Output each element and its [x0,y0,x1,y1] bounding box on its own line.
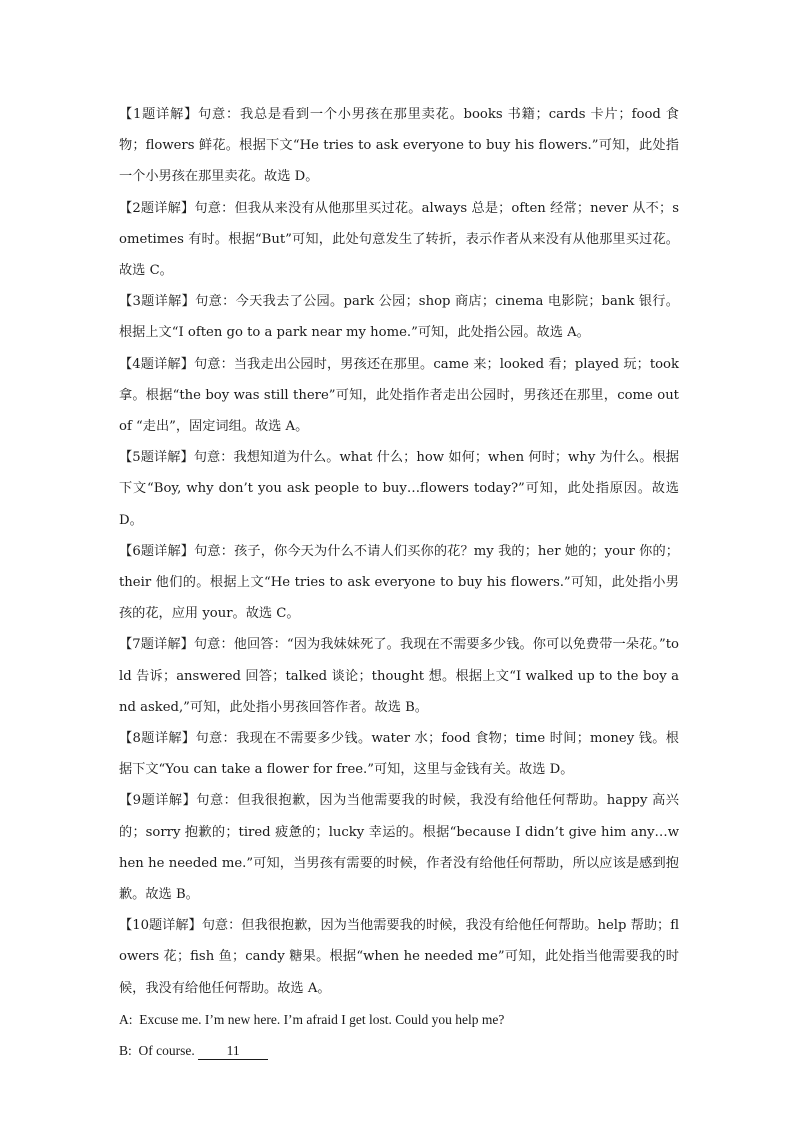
document-page [119,99,679,1066]
explanation-10: 【10题详解】句意：但我很抱歉，因为当他需要我的时候，我没有给他任何帮助。help 帮助；flowers 花；fish 鱼；candy 糖果。根据“when he needed me”可知，此处指当他需要我的时候，我没有给他任何帮助。故选 A。 [119,918,679,996]
explanation-1: 【1题详解】句意：我总是看到一个小男孩在那里卖花。books 书籍；cards 卡片；food 食物；flowers 鲜花。根据下文“He tries to ask everyone to buy his flowers.”可知，此处指一个小男孩在那里卖花。故选 D。 [119,107,679,185]
explanation-3: 【3题详解】句意：今天我去了公园。park 公园；shop 商店；cinema 电影院；bank 银行。根据上文“I often go to a park near my home.”可知，此处指公园。故选 A。 [119,294,679,341]
dialog-line-a: A: Excuse me. I’m new here. I’m afraid I get lost. Could you help me? [119,1011,505,1027]
answer-blank-11: 11 [198,1043,268,1060]
dialog-line-b-text: B: Of course. [119,1043,199,1059]
explanation-2: 【2题详解】句意：但我从来没有从他那里买过花。always 总是；often 经常；never 从不；sometimes 有时。根据“But”可知，此处句意发生了转折，表示作者从来没有从他那里买过花。故选 C。 [119,200,679,279]
dialog-line-b [119,1035,679,1066]
explanation-9: 【9题详解】句意：但我很抱歉，因为当他需要我的时候，我没有给他任何帮助。happy 高兴的；sorry 抱歉的；tired 疲惫的；lucky 幸运的。根据“because I didn’t give him any…when he needed me.”可知，当男孩有需要的时候，作者没有给他任何帮助，所以应该是感到抱歉。故选 B。 [119,793,679,903]
explanation-8: 【8题详解】句意：我现在不需要多少钱。water 水；food 食物；time 时间；money 钱。根据下文“You can take a flower for free.”可知，这里与金钱有关。故选 D。 [119,731,679,778]
explanation-7: 【7题详解】句意：他回答：“因为我妹妹死了。我现在不需要多少钱。你可以免费带一朵花。”told 告诉；answered 回答；talked 谈论；thought 想。根据上文“I walked up to the boy and asked,”可知，此处指小男孩回答作者。故选 B。 [119,637,679,715]
explanation-5: 【5题详解】句意：我想知道为什么。what 什么；how 如何；when 何时；why 为什么。根据下文“Boy, why don’t you ask people to buy…flowers today?”可知，此处指原因。故选 D。 [119,450,679,528]
explanation-6: 【6题详解】句意：孩子，你今天为什么不请人们买你的花？my 我的；her 她的；your 你的；their 他们的。根据上文“He tries to ask everyone to buy his flowers.”可知，此处指小男孩的花，应用 your。故选 C。 [119,543,679,622]
explanation-4: 【4题详解】句意：当我走出公园时，男孩还在那里。came 来；looked 看；played 玩；took 拿。根据“the boy was still there”可知，此处指作者走出公园时，男孩还在那里，come out of “走出”，固定词组。故选 A。 [119,356,679,435]
